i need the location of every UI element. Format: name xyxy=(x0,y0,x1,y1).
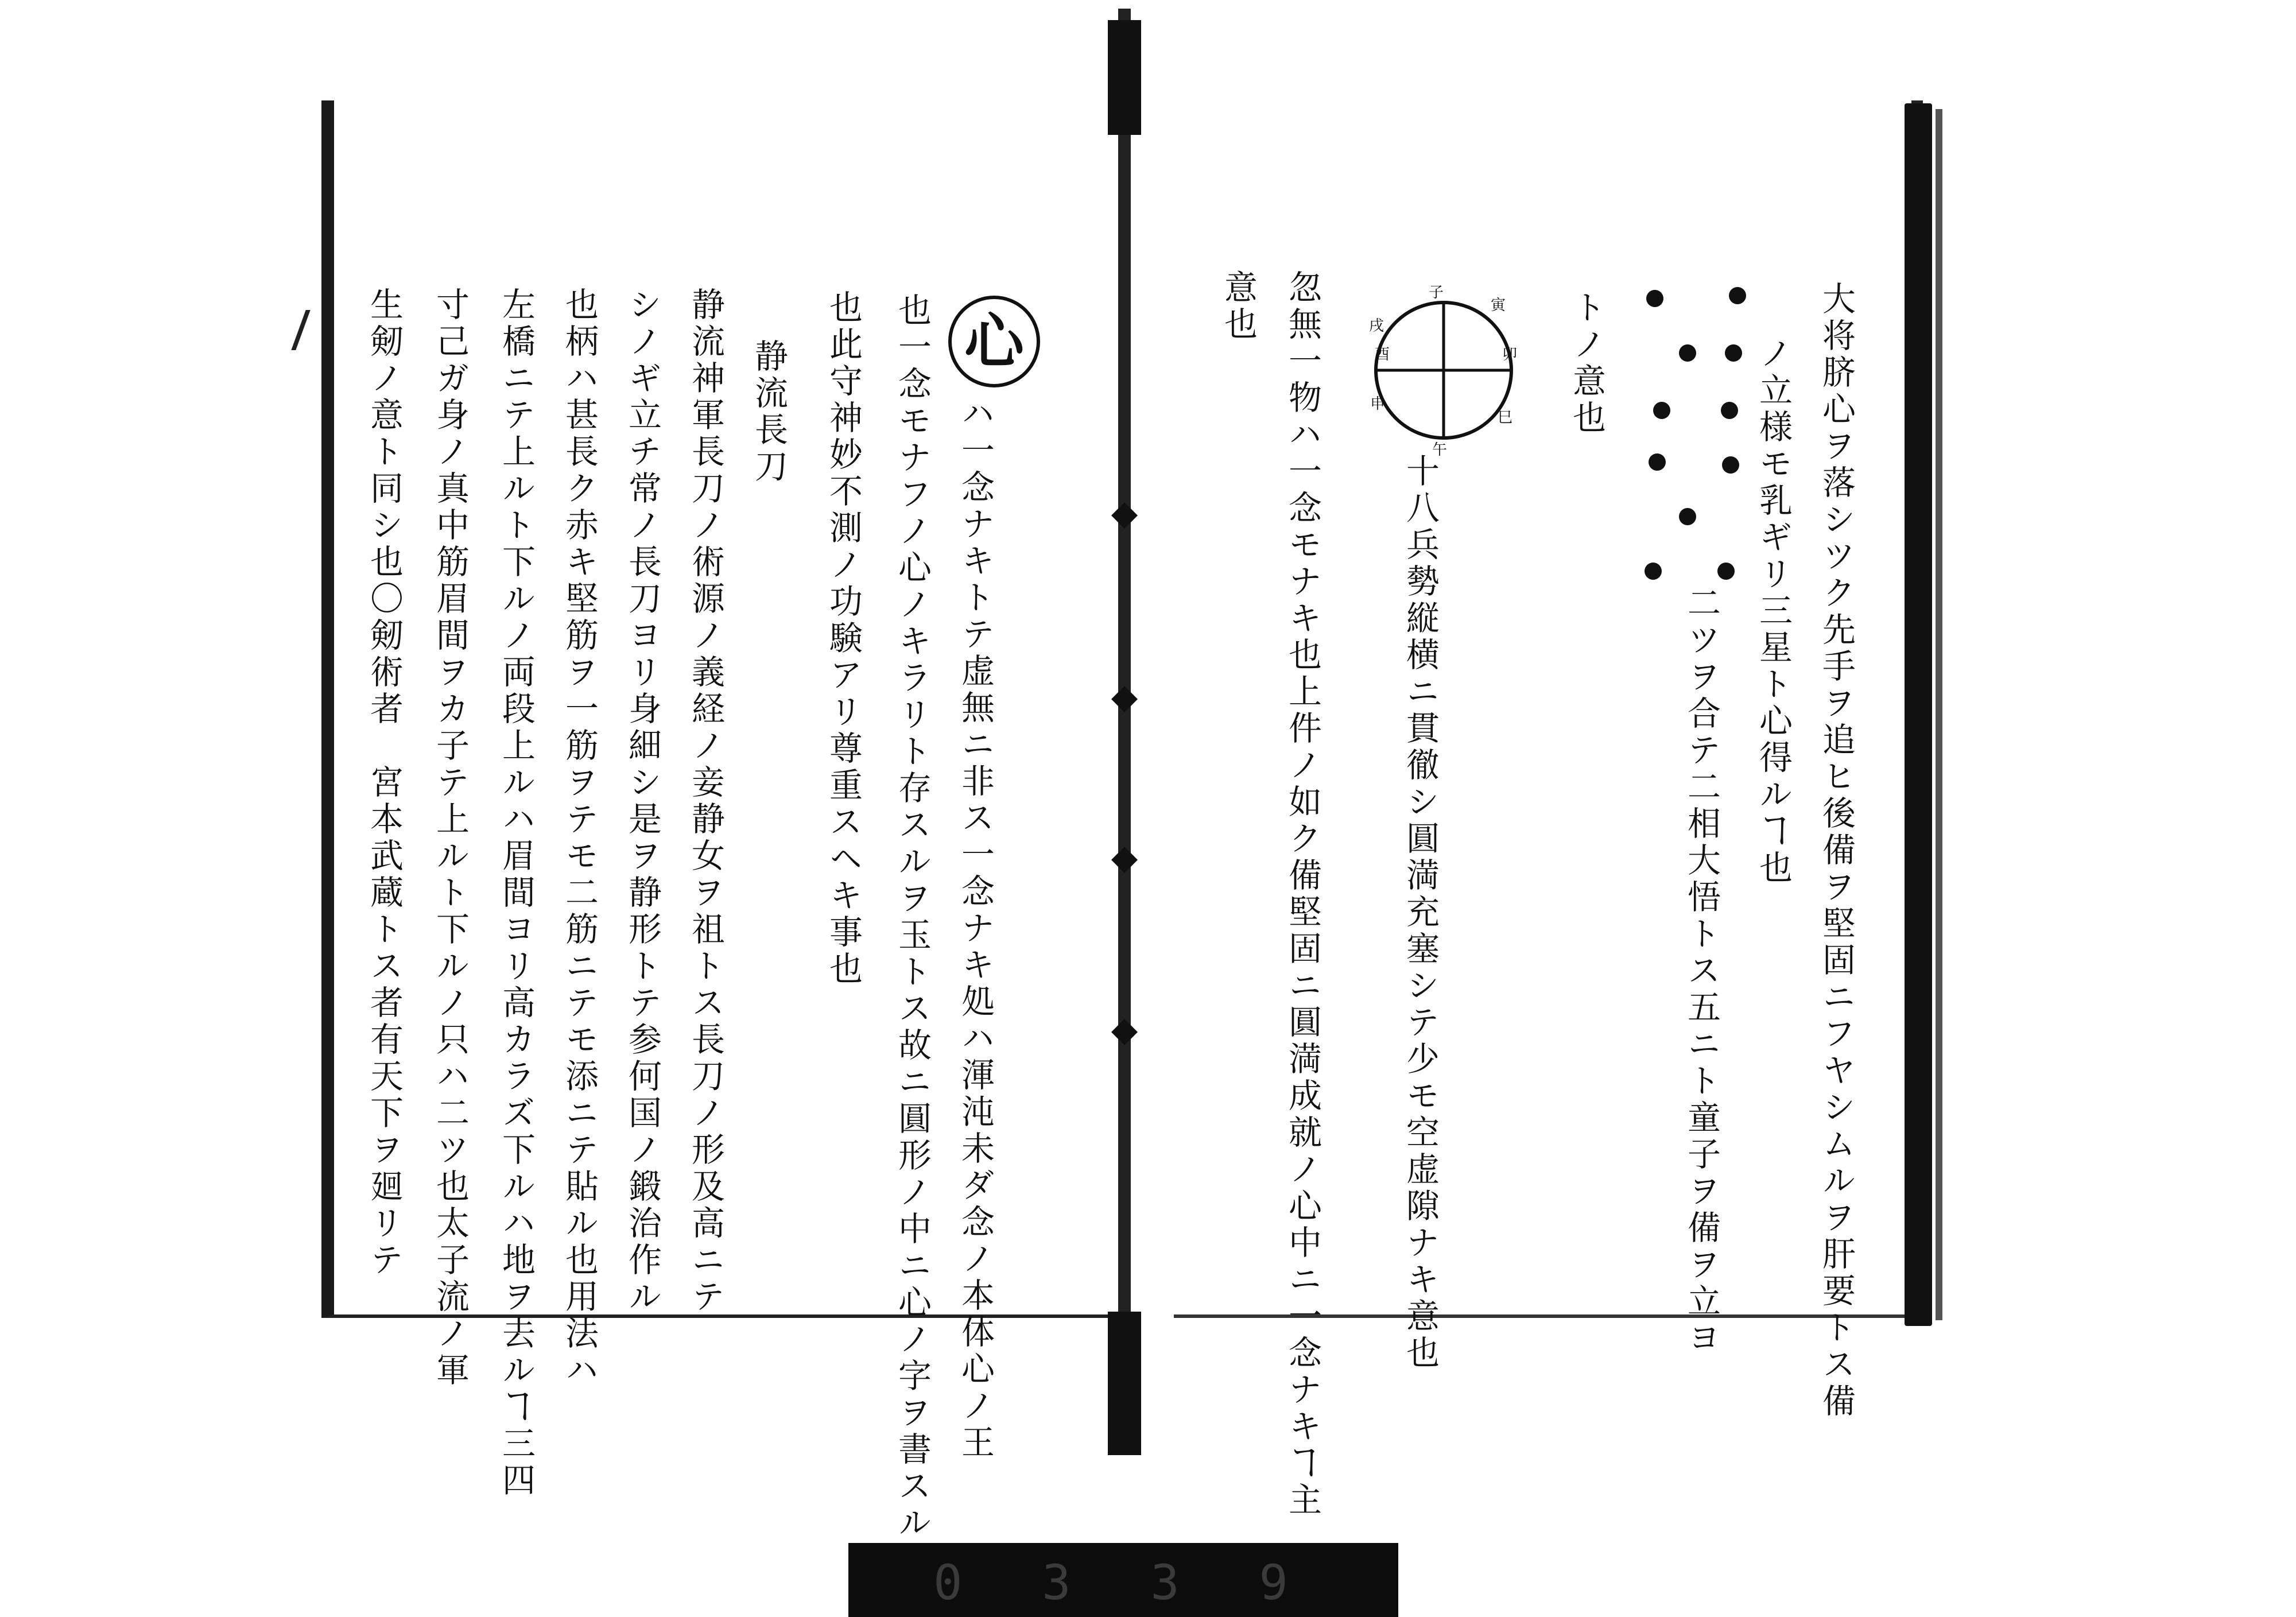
binding-knot xyxy=(1111,686,1138,712)
binding-knot xyxy=(1111,502,1138,529)
binding-knot xyxy=(1111,1019,1138,1045)
body-line-3: 也柄ハ甚長ク赤キ堅筋ヲ一筋ヲテモ二筋ニテモ添ニテ貼ル也用法ハ xyxy=(560,287,599,1389)
compass-diagram xyxy=(1358,284,1530,459)
left-text-line-1: ハ一念ナキトテ虚無ニ非ス一念ナキ処ハ渾沌未ダ念ノ本体心ノ王 xyxy=(956,396,995,1461)
right-text-line-5: 忽無一物ハ一念モナキ也上件ノ如ク備堅固ニ圓満成就ノ心中ニ一念ナキヿ主 xyxy=(1283,270,1322,1519)
right-text-line-4: 二ツヲ合テ二相大悟トス五ニト童子ヲ備ヲ立ヨ xyxy=(1682,585,1721,1357)
formation-dot xyxy=(1645,563,1662,580)
right-text-line-2: ノ立様モ乳ギリ三星ト心得ルヿ也 xyxy=(1754,336,1793,887)
left-text-line-2: 也一念モナフノ心ノキラリト存スルヲ玉トス故ニ圓形ノ中ニ心ノ字ヲ書スル xyxy=(893,293,932,1542)
formation-dot xyxy=(1721,402,1738,419)
section-title: 静流長刀 xyxy=(749,339,788,486)
binding-knot xyxy=(1111,847,1138,873)
body-line-5: 寸己ガ身ノ真中筋眉間ヲカ子テ上ルト下ルノ只ハ二ツ也太子流ノ軍 xyxy=(430,287,470,1389)
compass-label-southeast: 巳 xyxy=(1498,409,1513,426)
page-edge-shadow xyxy=(1936,109,1942,1320)
body-line-4: 左橋ニテ上ルト下ルノ両段上ルハ眉間ヨリ高カラズ下ルハ地ヲ去ルヿ三四 xyxy=(497,287,536,1499)
formation-dot xyxy=(1646,290,1663,307)
body-line-1: 静流神軍長刀ノ術源ノ義経ノ妾静女ヲ祖トス長刀ノ形及高ニテ xyxy=(686,287,725,1316)
archive-stamp xyxy=(848,1543,1398,1617)
margin-mark xyxy=(291,310,324,350)
book-spine xyxy=(1108,9,1141,1455)
formation-dot xyxy=(1679,344,1696,362)
compass-label-southwest: 申 xyxy=(1370,395,1386,413)
formation-dot xyxy=(1729,287,1746,304)
formation-dot xyxy=(1649,453,1666,471)
compass-label-south: 午 xyxy=(1432,441,1448,459)
stamp-number: 0 3 3 9 xyxy=(933,1554,1313,1611)
formation-dot xyxy=(1653,402,1670,419)
compass-label-northwest: 戌 xyxy=(1369,317,1384,335)
kokoro-emblem xyxy=(948,296,1040,387)
compass-label-north: 子 xyxy=(1429,284,1444,301)
formation-dot xyxy=(1722,456,1739,474)
body-line-2: シノギ立チ常ノ長刀ヨリ身細シ是ヲ静形トテ参何国ノ鍛治作ル xyxy=(623,287,662,1316)
compass-label-northeast: 寅 xyxy=(1491,297,1506,314)
right-text-line-3: トノ意也 xyxy=(1567,290,1606,437)
formation-dot xyxy=(1725,344,1742,362)
kokoro-glyph: 心 xyxy=(964,306,1024,377)
right-text-line-1: 大将脐心ヲ落シツク先手ヲ追ヒ後備ヲ堅固ニフヤシムルヲ肝要トス備 xyxy=(1817,281,1856,1420)
page-edge xyxy=(1905,103,1932,1326)
formation-dot xyxy=(1717,563,1735,580)
right-text-line-6: 意也 xyxy=(1219,270,1258,343)
body-line-6: 生剱ノ意ト同シ也〇剱術者 宮本武蔵トス者有天下ヲ廻リテ xyxy=(364,287,404,1279)
spine-cap-top xyxy=(1108,20,1141,135)
spine-cap-bottom xyxy=(1108,1312,1141,1455)
compass-label-west: 酉 xyxy=(1375,346,1390,363)
left-text-line-3: 也此守神妙不測ノ功験アリ尊重スヘキ事也 xyxy=(824,290,863,988)
formation-dot xyxy=(1679,508,1696,525)
spine-binding xyxy=(1118,9,1131,1455)
compass-label-east: 卯 xyxy=(1502,346,1518,363)
diagram-caption: 十八兵勢縦横ニ貫徹シ圓満充塞シテ少モ空虚隙ナキ意也 xyxy=(1401,453,1440,1372)
